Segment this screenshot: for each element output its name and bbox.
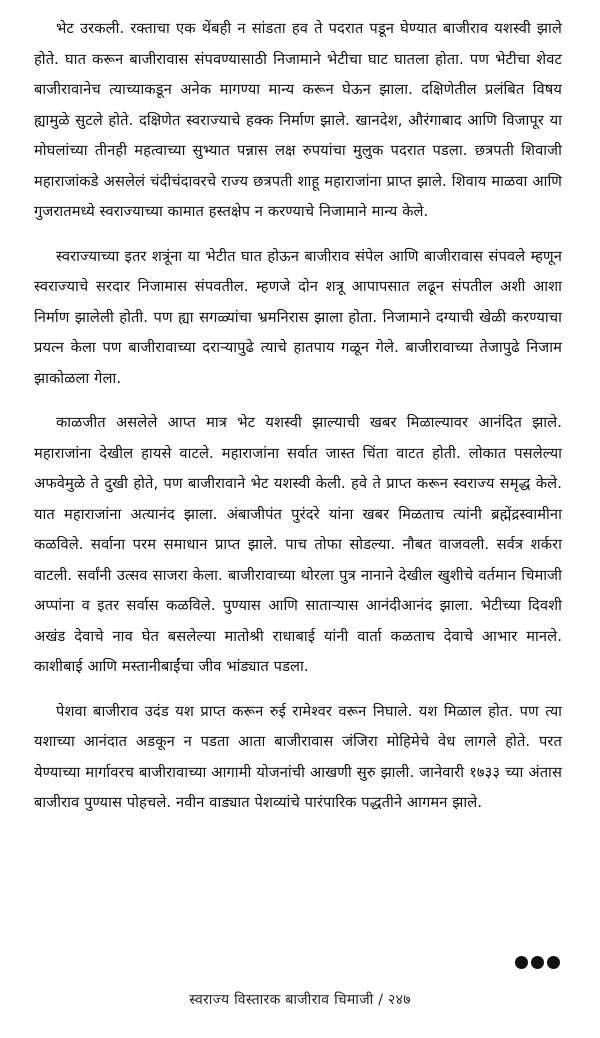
page-body xyxy=(34,14,562,833)
paragraph-3: काळजीत असलेले आप्त मात्र भेट यशस्वी झाल्याची खबर मिळाल्यावर आनंदित झाले. महाराजांना देखील हायसे वाटले. महाराजांना सर्वात जास्त चिंता वाटत होती. लोकात पसलेल्या अफवेमुळे ते दुखी होते, पण बाजीरावाने भेट यशस्वी केली. हवे ते प्राप्त करून स्वराज्य समृद्ध केले. यात महाराजांना अत्यानंद झाला. अंबाजीपंत पुरंदरे यांना खबर मिळताच त्यांनी ब्रह्मेंद्रस्वामीना कळविले. सर्वाना परम समाधान प्राप्त झाले. पाच तोफा सोडल्या. नौबत वाजवली. सर्वत्र शर्करा वाटली. सर्वांनी उत्सव साजरा केला. बाजीरावाच्या थोरला पुत्र नानाने देखील खुशीचे वर्तमान चिमाजी अप्पांना व इतर सर्वास कळविले. पुण्यास आणि साताऱ्यास आनंदीआनंद झाला. भेटीच्या दिवशी अखंड देवाचे नाव घेत बसलेल्या मातोश्री राधाबाई यांनी वार्ता कळताच देवाचे आभार मानले. काशीबाई आणि मस्तानीबाईंचा जीव भांड्यात पडला. xyxy=(34,414,562,675)
ornament-dot-icon xyxy=(515,956,528,969)
ornament-dot-icon xyxy=(531,956,544,969)
section-end-ornament xyxy=(515,956,560,969)
ornament-dot-icon xyxy=(547,956,560,969)
paragraph-2: स्वराज्याच्या इतर शत्रूंना या भेटीत घात होऊन बाजीराव संपेल आणि बाजीरावास संपवले म्हणून स्वराज्याचे सरदार निजामास संपवतील. म्हणजे दोन शत्रू आपापसात लढून संपतील अशी आशा निर्माण झालेली होती. पण ह्या सगळ्यांचा भ्रमनिरास झाला होता. निजामाने दग्याची खेळी करण्याचा प्रयत्न केला पण बाजीरावाच्या दराऱ्यापुढे त्याचे हातपाय गळून गेले. बाजीरावाच्या तेजापुढे निजाम झाकोळला गेला. xyxy=(34,247,562,387)
page-footer: स्वराज्य विस्तारक बाजीराव चिमाजी / २४७ xyxy=(189,992,411,1008)
paragraph-1: भेट उरकली. रक्ताचा एक थेंबही न सांडता हव ते पदरात पडून घेण्यात बाजीराव यशस्वी झाले होते. घात करून बाजीरावास संपवण्यासाठी निजामाने भेटीचा घाट घातला होता. पण भेटीचा शेवट बाजीरावानेच त्याच्याकडून अनेक मागण्या मान्य करून घेऊन झाला. दक्षिणेतील प्रलंबित विषय ह्यामुळे सुटले होते. दक्षिणेत स्वराज्याचे हक्क निर्माण झाले. खानदेश, औरंगाबाद आणि विजापूर या मोघलांच्या तीनही महत्वाच्या सुभ्यात पन्नास लक्ष रुपयांचा मुलुक पदरात पडला. छत्रपती शिवाजी महाराजांकडे असलेलं चंदीचंदावरचे राज्य छत्रपती शाहू महाराजांना प्राप्त झाले. शिवाय माळवा आणि गुजरातमध्ये स्वराज्याच्या कामात हस्तक्षेप न करण्याचे निजामाने मान्य केले. xyxy=(34,20,562,220)
paragraph-4: पेशवा बाजीराव उदंड यश प्राप्त करून रुई रामेश्वर वरून निघाले. यश मिळाल होत. पण त्या यशाच्या आनंदात अडकून न पडता आता बाजीरावास जंजिरा मोहिमेचे वेध लागले होते. परत येण्याच्या मार्गावरच बाजीरावाच्या आगामी योजनांची आखणी सुरु झाली. जानेवारी १७३३ च्या अंतास बाजीराव पुण्यास पोहचले. नवीन वाड्यात पेशव्यांचे पारंपारिक पद्धतीने आगमन झाले. xyxy=(34,702,562,811)
